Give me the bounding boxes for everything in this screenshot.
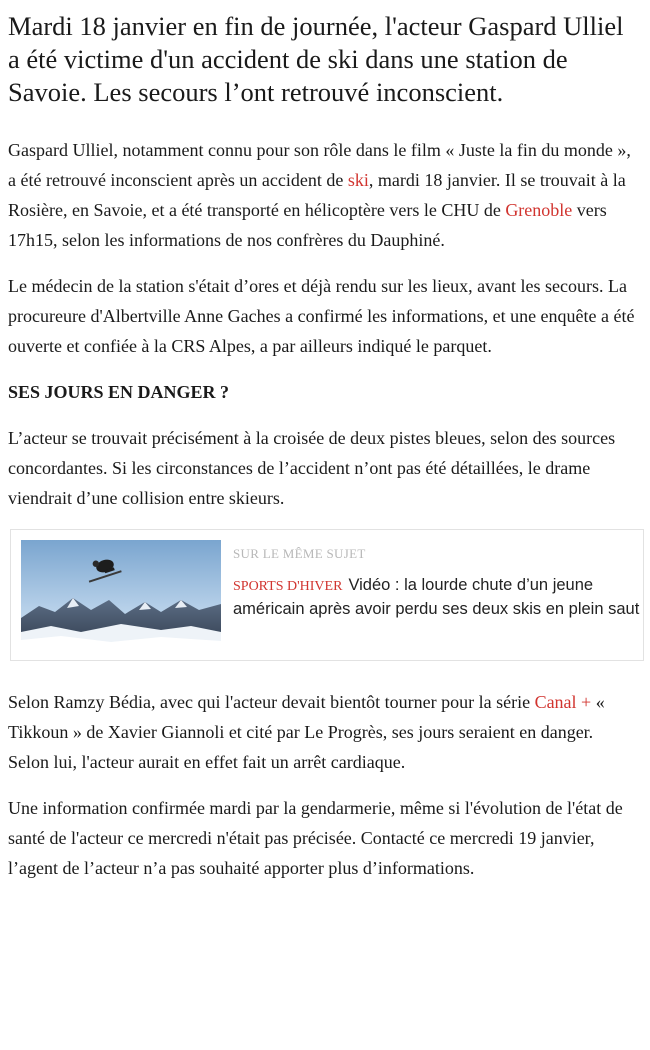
paragraph-3: L’acteur se trouvait précisément à la croisée de deux pistes bleues, selon des sources concordantes. Si les circonstances de l’accident n’ont pas été détaillées, le drame viendrait d’une collision entre skieurs. xyxy=(8,428,616,508)
paragraph-1-text-a: Gaspard Ulliel, notamment connu pour son rôle dans le film « Juste la fin du monde », a été retrouvé inconscient après un accident de xyxy=(8,140,631,190)
paragraph-4 xyxy=(8,687,636,777)
paragraph-1-text-c: vers 17h15, selon les informations de nos confrères du Dauphiné. xyxy=(8,200,607,250)
related-kicker: SUR LE MÊME SUJET xyxy=(233,546,366,561)
article-lead: Mardi 18 janvier en fin de journée, l'acteur Gaspard Ulliel a été victime d'un accident de ski dans une station de Savoie. Les secours l’ont retrouvé inconscient. xyxy=(8,11,624,107)
ski-link[interactable]: ski xyxy=(347,170,369,190)
grenoble-link[interactable]: Grenoble xyxy=(505,200,573,220)
related-category[interactable]: SPORTS D'HIVER xyxy=(233,579,343,594)
paragraph-4-text-b: « Tikkoun » de Xavier Giannoli et cité par Le Progrès, ses jours seraient en danger. Selon lui, l'acteur aurait en effet fait un arrêt cardiaque. xyxy=(8,692,605,772)
related-title[interactable]: Vidéo : la lourde chute d’un jeune américain après avoir perdu ses deux skis en plein saut xyxy=(233,576,640,618)
section-subheading: SES JOURS EN DANGER ? xyxy=(8,382,230,402)
related-article-card[interactable] xyxy=(10,529,644,661)
thumbnail-illustration xyxy=(21,540,221,650)
paragraph-1 xyxy=(8,135,636,255)
canal-plus-link[interactable]: Canal + xyxy=(534,692,592,712)
paragraph-4-text-a: Selon Ramzy Bédia, avec qui l'acteur devait bientôt tourner pour la série xyxy=(8,692,535,712)
paragraph-1-text-b: , mardi 18 janvier. Il se trouvait à la Rosière, en Savoie, et a été transporté en hélicoptère vers le CHU de xyxy=(8,170,626,220)
paragraph-2: Le médecin de la station s'était d’ores et déjà rendu sur les lieux, avant les secours. La procureure d'Albertville Anne Gaches a confirmé les informations, et une enquête a été ouverte et confiée à la CRS Alpes, a par ailleurs indiqué le parquet. xyxy=(8,276,635,356)
skier-jump-photo-icon[interactable] xyxy=(21,540,221,650)
related-headline[interactable] xyxy=(233,574,643,620)
related-article-body[interactable] xyxy=(233,530,643,620)
paragraph-5: Une information confirmée mardi par la gendarmerie, même si l'évolution de l'état de santé de l'acteur ce mercredi n'était pas précisée. Contacté ce mercredi 19 janvier, l’agent de l’acteur n’a pas souhaité apporter plus d’informations. xyxy=(8,798,623,878)
